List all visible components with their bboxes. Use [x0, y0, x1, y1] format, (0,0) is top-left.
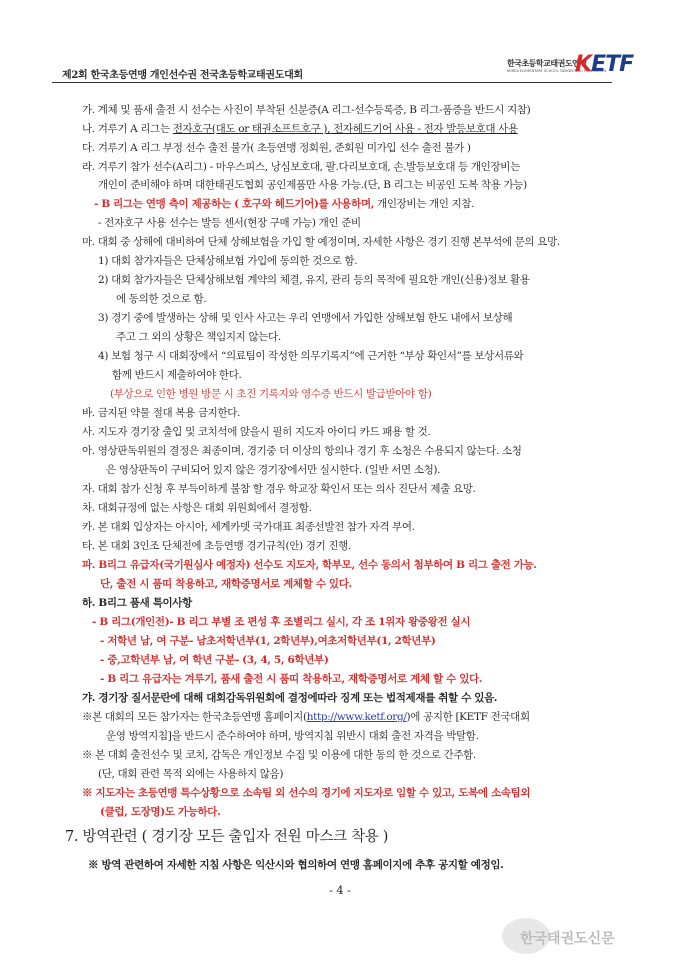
note-2b: (단, 대회 관련 목적 외에는 사용하지 않음) — [98, 768, 284, 780]
rule-ra-2: 개인이 준비해야 하며 대한태권도협회 공인제품만 사용 가능.(단, B 리그는 비공인 도복 착용 가능) — [98, 179, 527, 191]
rule-ha-2: - 저학년 남, 여 구분- 남초저학년부(1, 2학년부),여초저학년부(1, 2학년부) — [100, 635, 436, 647]
header-title: 제2회 한국초등연맹 개인선수권 전국초등학교태권도대회 — [62, 70, 303, 81]
ketf-logo — [507, 52, 634, 82]
rule-ma-1: 1) 대회 참가자들은 단체상해보험 가입에 동의한 것으로 함. — [98, 255, 358, 267]
rule-ra-4: - 전자호구 사용 선수는 발등 센서(현장 구매 가능) 개인 준비 — [98, 217, 361, 229]
rule-da: 다. 겨루기 A 리그 부정 선수 출전 불가( 초등연맹 정회원, 준회원 미가입 선수 출전 불가 ) — [82, 142, 471, 154]
logo-mark — [575, 52, 633, 77]
logo-english-text: KOREA ELEMENTARY SCHOOL TAEKWONDO FEDERATION — [507, 69, 606, 73]
rule-ma-4c: (부상으로 인한 병원 방문 시 초진 기록지와 영수증 반드시 발급받아야 함) — [110, 388, 432, 400]
rule-ra-3-red: - B 리그는 연맹 측이 제공하는 ( 호구와 헤드기어)를 사용하며, — [94, 198, 375, 210]
rule-pa-2: 단, 출전 시 품띠 착용하고, 재학증명서로 계체할 수 있다. — [100, 578, 352, 590]
rule-ma: 마. 대회 중 상해에 대비하여 단체 상해보험을 가입 할 예정이며, 자세한 사항은 경기 진행 본부석에 문의 요망. — [82, 236, 560, 248]
rule-ha: 하. B리그 품새 특이사항 — [82, 597, 192, 609]
rule-ma-4b: 함께 반드시 제출하여야 한다. — [112, 369, 242, 381]
rule-a-1: 아. 영상판독위원의 결정은 최종이며, 경기중 더 이상의 항의나 경기 후 소청은 수용되지 않는다. 소청 — [82, 445, 522, 457]
rule-a-2: 은 영상판독이 구비되어 있지 않은 경기장에서만 실시한다. (일반 서면 소청). — [106, 464, 441, 476]
rule-ha-4: - B 리그 유급자는 겨루기, 품새 출전 시 품띠 착용하고, 재학증명서로 계체 할 수 있다. — [100, 673, 483, 685]
rule-gya: 갸. 경기장 질서문란에 대해 대회감독위원회에 결정에따라 징계 또는 법적제재를 취할 수 있음. — [82, 692, 498, 704]
rule-pa-1: 파. B리그 유급자(국기원심사 예정자) 선수도 지도자, 학부모, 선수 동의서 첨부하여 B 리그 출전 가능. — [82, 559, 537, 571]
rule-ra-1: 라. 겨루기 참가 선수(A리그) - 마우스피스, 낭심보호대, 팔.다리보호대, 손.발등보호대 등 개인장비는 — [82, 161, 520, 173]
rule-na-underlined: 전자호구(대도 or 태권소프트호구 ), 전자헤드기어 사용 - 전자 발등보호대 사용 — [172, 123, 518, 135]
page-number: - 4 - — [329, 884, 351, 897]
note-3b: (클럽, 도장명)도 가능하다. — [100, 806, 221, 818]
logo-mark-rest: ETF — [591, 52, 634, 77]
rule-ha-1: - B 리그(개인전)- B 리그 부별 조 편성 후 조별리그 실시, 각 조 1위자 왕중왕전 실시 — [92, 616, 471, 628]
rule-cha: 차. 대회규정에 없는 사항은 대회 위원회에서 결정함. — [82, 502, 312, 514]
rule-ma-3b: 주고 그 외의 상황은 책임지지 않는다. — [116, 331, 281, 343]
rule-ma-3a: 3) 경기 중에 발생하는 상해 및 인사 사고는 우리 연맹에서 가입한 상해보험 한도 내에서 보상해 — [98, 312, 513, 324]
rule-ma-4a: 4) 보험 청구 시 대회장에서 “의료팀이 작성한 의무기록지”에 근거한 “부상 확인서”를 보상서류와 — [98, 350, 524, 362]
watermark-text: 한국태권도신문 — [520, 931, 615, 947]
rule-ga: 가. 계체 및 품새 출전 시 선수는 사진이 부착된 신분증(A 리그-선수등록증, B 리그-품증을 반드시 지참) — [82, 104, 531, 116]
rule-sa: 사. 지도자 경기장 출입 및 코치석에 앉을시 필히 지도자 아이디 카드 패용 할 것. — [82, 426, 431, 438]
rule-ba: 바. 금지된 약물 절대 복용 금지한다. — [82, 407, 241, 419]
rule-ra-3 — [94, 197, 474, 211]
page-header — [52, 52, 634, 88]
rule-ja: 자. 대회 참가 신청 후 부득이하게 불참 할 경우 학교장 확인서 또는 의사 진단서 제출 요망. — [82, 483, 476, 495]
header-divider — [52, 82, 612, 83]
rule-ka: 카. 본 대회 입상자는 아시아, 세계카뎃 국가대표 최종선발전 참가 자격 부여. — [82, 521, 415, 533]
note-1b: 운영 방역지침]을 반드시 준수하여야 하며, 방역지침 위반시 대회 출전 자격을 박탈함. — [106, 730, 479, 742]
rule-ma-2b: 에 동의한 것으로 함. — [116, 293, 207, 305]
note-1-post: )에 공지한 [KETF 전국대회 — [406, 711, 530, 723]
rule-ra-3-black: 개인장비는 개인 지참. — [374, 198, 475, 210]
section-7-note: ※ 방역 관련하여 자세한 지침 사항은 익산시와 협의하여 연맹 홈페이지에 추후 공지할 예정임. — [88, 859, 504, 871]
note-3: ※ 지도자는 초등연맹 특수상황으로 소속팀 외 선수의 경기에 지도자로 임할 수 있고, 도복에 소속팀외 — [82, 787, 531, 799]
logo-korean-text: 한국초등학교태권도연맹 — [507, 59, 587, 68]
rule-ta: 타. 본 대회 3인조 단체전에 초등연맹 경기규칙(안) 경기 진행. — [82, 540, 351, 552]
homepage-link[interactable]: http://www.ketf.org/ — [306, 711, 407, 723]
rule-ha-3: - 중,고학년부 남, 여 학년 구분- (3, 4, 5, 6학년부) — [100, 654, 329, 666]
section-7-title: 7. 방역관련 ( 경기장 모든 출입자 전원 마스크 착용 ) — [65, 829, 389, 845]
logo-mark-k: K — [575, 52, 592, 77]
rule-na-text: 나. 겨루기 A 리그는 — [82, 123, 173, 135]
note-1 — [82, 710, 530, 724]
note-2: ※ 본 대회 출전선수 및 코치, 감독은 개인정보 수집 및 이용에 대한 동의 한 것으로 간주함. — [82, 749, 476, 761]
rule-na — [82, 122, 518, 136]
rule-ma-2a: 2) 대회 참가자들은 단체상해보험 계약의 체결, 유지, 관리 등의 목적에 필요한 개인(신용)정보 활용 — [98, 274, 530, 286]
note-1-pre: ※본 대회의 모든 참가자는 한국초등연맹 홈페이지( — [82, 711, 307, 723]
